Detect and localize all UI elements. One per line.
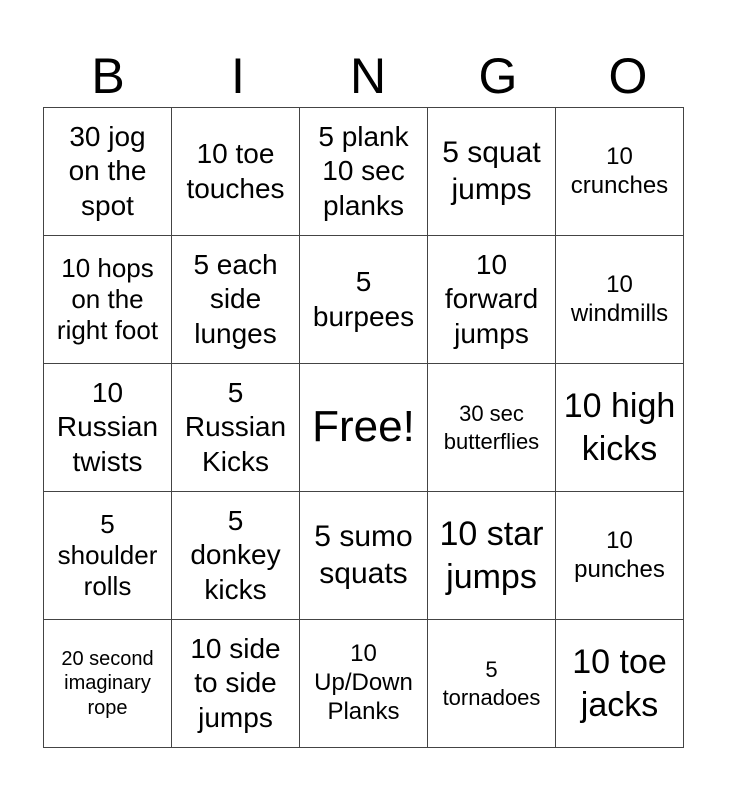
bingo-cell: 5 tornadoes (428, 620, 556, 748)
bingo-cell: 5 squat jumps (428, 108, 556, 236)
bingo-cell: 10 hops on the right foot (44, 236, 172, 364)
grid-row (44, 108, 684, 236)
grid-row (44, 492, 684, 620)
bingo-cell: 10 crunches (556, 108, 684, 236)
bingo-header (43, 48, 693, 104)
bingo-cell: 20 second imaginary rope (44, 620, 172, 748)
bingo-cell: 5 burpees (300, 236, 428, 364)
bingo-cell: 5 donkey kicks (172, 492, 300, 620)
bingo-cell: 10 Up/Down Planks (300, 620, 428, 748)
free-cell: Free! (300, 364, 428, 492)
header-letter-o: O (608, 48, 648, 104)
header-letter-g: G (478, 48, 518, 104)
bingo-cell: 30 sec butterflies (428, 364, 556, 492)
bingo-cell: 5 shoulder rolls (44, 492, 172, 620)
bingo-cell: 10 side to side jumps (172, 620, 300, 748)
bingo-cell: 10 toe jacks (556, 620, 684, 748)
bingo-cell: 10 forward jumps (428, 236, 556, 364)
grid-row (44, 364, 684, 492)
grid-row (44, 620, 684, 748)
bingo-cell: 10 punches (556, 492, 684, 620)
bingo-cell: 10 high kicks (556, 364, 684, 492)
bingo-cell: 5 plank 10 sec planks (300, 108, 428, 236)
bingo-grid (43, 107, 684, 748)
header-letter-b: B (91, 48, 125, 104)
bingo-cell: 10 Russian twists (44, 364, 172, 492)
bingo-cell: 5 each side lunges (172, 236, 300, 364)
header-letter-i: I (231, 48, 245, 104)
bingo-cell: 10 toe touches (172, 108, 300, 236)
bingo-cell: 10 windmills (556, 236, 684, 364)
header-letter-n: N (349, 48, 387, 104)
bingo-cell: 5 sumo squats (300, 492, 428, 620)
grid-row (44, 236, 684, 364)
bingo-cell: 5 Russian Kicks (172, 364, 300, 492)
bingo-cell: 30 jog on the spot (44, 108, 172, 236)
bingo-cell: 10 star jumps (428, 492, 556, 620)
